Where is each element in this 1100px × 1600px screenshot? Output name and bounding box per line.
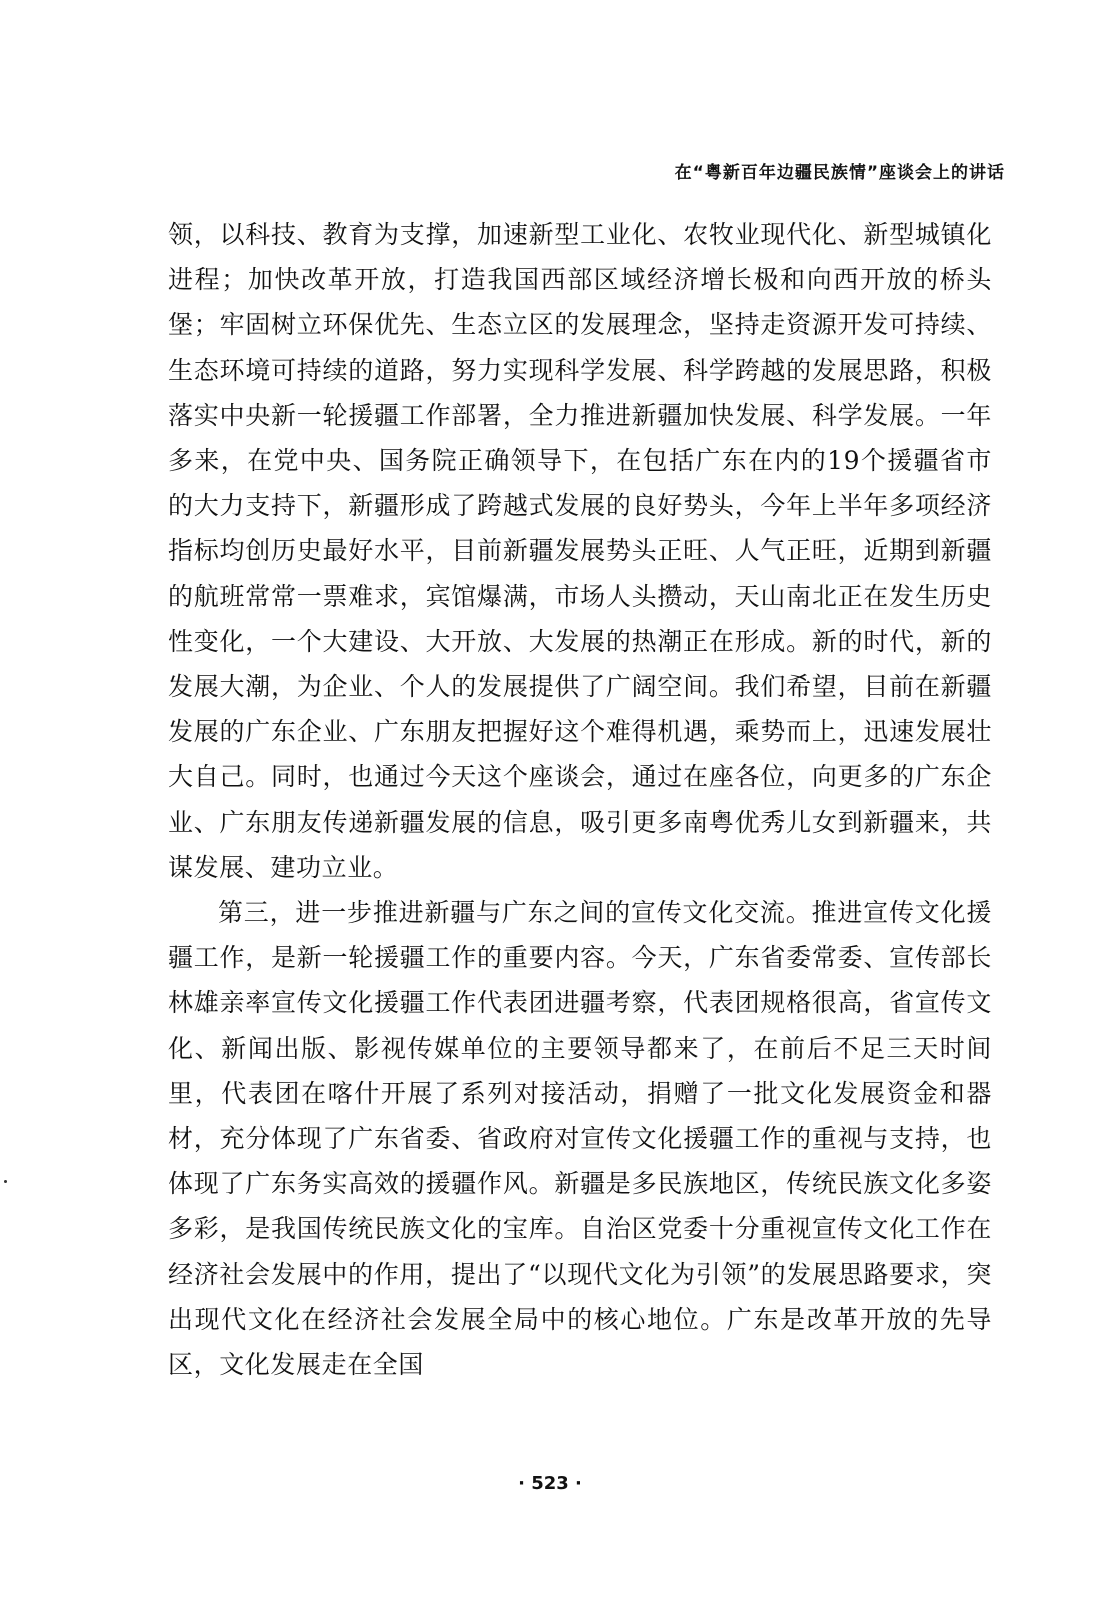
running-header: 在“粤新百年边疆民族情”座谈会上的讲话 (674, 163, 1005, 183)
page-number: · 523 · (518, 1473, 582, 1494)
paragraph-1: 领，以科技、教育为支撑，加速新型工业化、农牧业现代化、新型城镇化进程；加快改革开放，打造我国西部区域经济增长极和向西开放的桥头堡；牢固树立环保优先、生态立区的发展理念，坚持走资源开发可持续、生态环境可持续的道路，努力实现科学发展、科学跨越的发展思路，积极落实中央新一轮援疆工作部署，全力推进新疆加快发展、科学发展。一年多来，在党中央、国务院正确领导下，在包括广东在内的19个援疆省市的大力支持下，新疆形成了跨越式发展的良好势头，今年上半年多项经济指标均创历史最好水平，目前新疆发展势头正旺、人气正旺，近期到新疆的航班常常一票难求，宾馆爆满，市场人头攒动，天山南北正在发生历史性变化，一个大建设、大开放、大发展的热潮正在形成。新的时代，新的发展大潮，为企业、个人的发展提供了广阔空间。我们希望，目前在新疆发展的广东企业、广东朋友把握好这个难得机遇，乘势而上，迅速发展壮大自己。同时，也通过今天这个座谈会，通过在座各位，向更多的广东企业、广东朋友传递新疆发展的信息，吸引更多南粤优秀儿女到新疆来，共谋发展、建功立业。 (168, 220, 992, 882)
body-text (168, 212, 992, 1387)
scan-speck (4, 1180, 7, 1183)
paragraph-2: 第三，进一步推进新疆与广东之间的宣传文化交流。推进宣传文化援疆工作，是新一轮援疆工作的重要内容。今天，广东省委常委、宣传部长林雄亲率宣传文化援疆工作代表团进疆考察，代表团规格很高，省宣传文化、新闻出版、影视传媒单位的主要领导都来了，在前后不足三天时间里，代表团在喀什开展了系列对接活动，捐赠了一批文化发展资金和器材，充分体现了广东省委、省政府对宣传文化援疆工作的重视与支持，也体现了广东务实高效的援疆作风。新疆是多民族地区，传统民族文化多姿多彩，是我国传统民族文化的宝库。自治区党委十分重视宣传文化工作在经济社会发展中的作用，提出了“以现代文化为引领”的发展思路要求，突出现代文化在经济社会发展全局中的核心地位。广东是改革开放的先导区，文化发展走在全国 (168, 898, 992, 1380)
